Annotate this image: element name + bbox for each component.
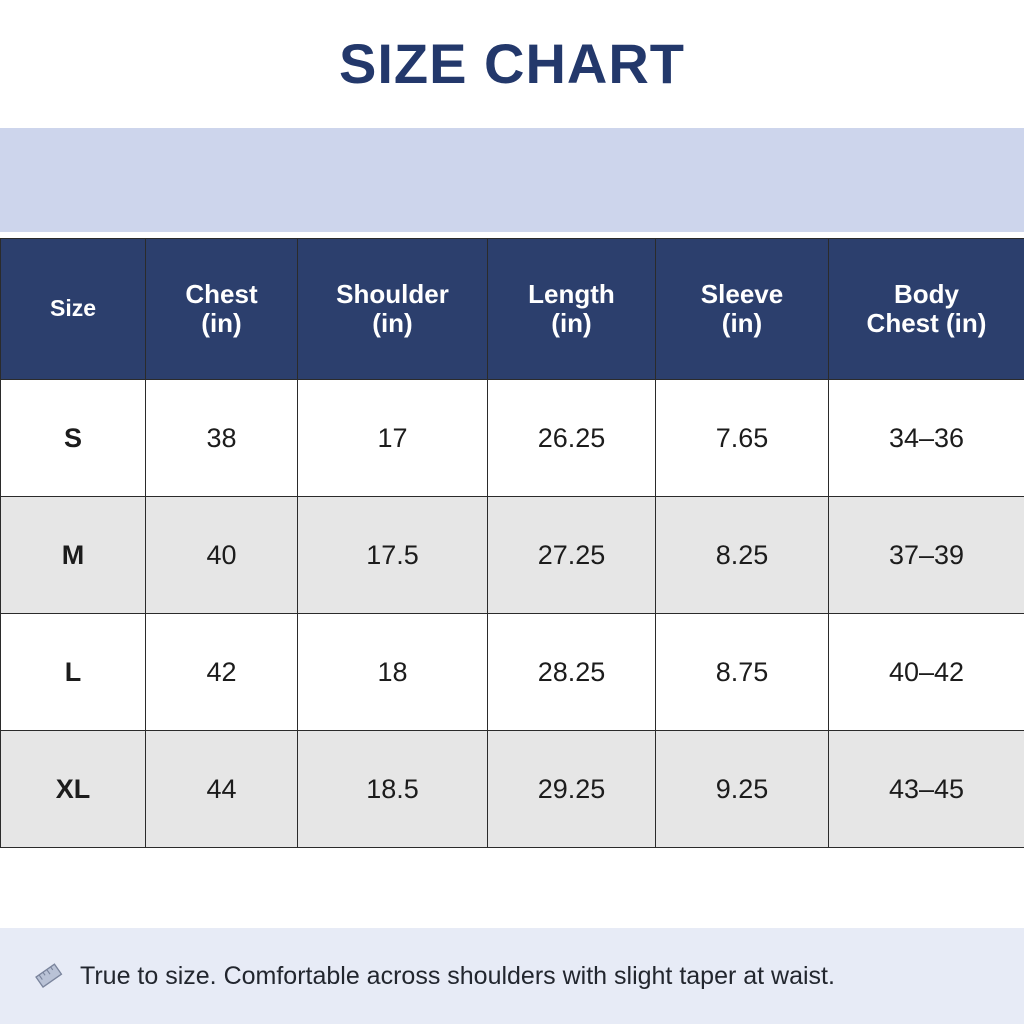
size-table [0,238,1024,848]
column-header-length-line2: (in) [551,308,592,338]
fit-note-text: True to size. Comfortable across shoulders with slight taper at waist. [80,962,835,990]
column-header-sleeve [656,239,829,380]
column-header-body-chest [829,239,1024,380]
cell-size: S [1,380,146,497]
size-table-container [0,238,1024,848]
cell-sleeve: 8.75 [656,614,829,731]
footer-note-band [0,928,1024,1024]
cell-chest: 40 [146,497,298,614]
column-header-chest-line1: Chest [185,278,258,309]
column-header-sleeve-line1: Sleeve [700,278,784,309]
cell-body-chest: 43–45 [829,731,1024,848]
cell-length: 29.25 [488,731,656,848]
cell-length: 28.25 [488,614,656,731]
table-row [1,497,1024,614]
column-header-body-chest-line2: Chest (in) [866,308,987,338]
decorative-accent-band [0,128,1024,232]
cell-sleeve: 9.25 [656,731,829,848]
column-header-body-chest-line1: Body [894,278,959,309]
cell-shoulder: 18.5 [298,731,488,848]
cell-size: M [1,497,146,614]
cell-chest: 38 [146,380,298,497]
table-header-row [1,239,1024,380]
column-header-length-line1: Length [528,278,615,309]
title-band [0,0,1024,128]
column-header-shoulder-line1: Shoulder [336,278,449,309]
cell-shoulder: 18 [298,614,488,731]
table-row [1,731,1024,848]
column-header-shoulder-line2: (in) [372,308,413,338]
cell-chest: 42 [146,614,298,731]
table-row [1,380,1024,497]
column-header-length [488,239,656,380]
cell-shoulder: 17 [298,380,488,497]
cell-shoulder: 17.5 [298,497,488,614]
measuring-tape-icon [28,955,70,997]
cell-length: 26.25 [488,380,656,497]
table-row [1,614,1024,731]
cell-size: XL [1,731,146,848]
cell-sleeve: 7.65 [656,380,829,497]
page-title: SIZE CHART [339,32,685,95]
column-header-chest [146,239,298,380]
table-body [1,380,1024,848]
cell-body-chest: 34–36 [829,380,1024,497]
table-header [1,239,1024,380]
column-header-sleeve-line2: (in) [721,308,763,338]
column-header-size-line1: Size [49,295,97,322]
cell-size: L [1,614,146,731]
column-header-chest-line2: (in) [201,308,242,338]
column-header-size [1,239,146,380]
cell-body-chest: 37–39 [829,497,1024,614]
cell-length: 27.25 [488,497,656,614]
cell-sleeve: 8.25 [656,497,829,614]
cell-chest: 44 [146,731,298,848]
column-header-shoulder [298,239,488,380]
cell-body-chest: 40–42 [829,614,1024,731]
